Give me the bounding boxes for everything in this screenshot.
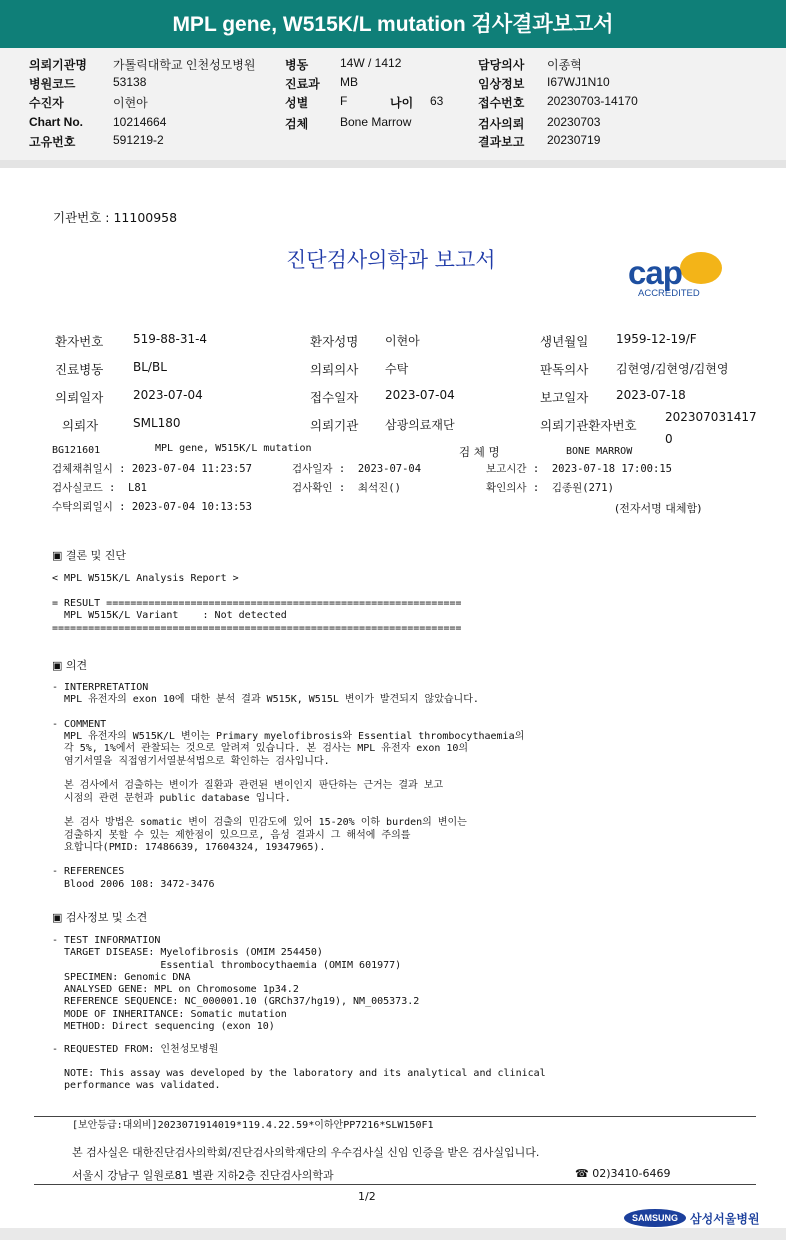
- cap-emblem-icon: [680, 252, 722, 284]
- patient-label: 의뢰자: [62, 418, 99, 433]
- header-value: MB: [340, 75, 358, 89]
- section-test-info: ▣ 검사정보 및 소견: [52, 911, 148, 924]
- header-value: 10214664: [113, 115, 167, 129]
- org-number: 기관번호 : 11100958: [53, 210, 178, 225]
- header-label: 결과보고: [478, 135, 525, 149]
- specimen-value: BONE MARROW: [566, 446, 633, 457]
- meta-field: 보고시간 : 2023-07-18 17:00:15: [486, 463, 672, 475]
- header-label: 검사의뢰: [478, 117, 525, 131]
- age-value: 63: [430, 94, 444, 108]
- header-label: 접수번호: [478, 96, 525, 110]
- header-label: 성별: [285, 96, 309, 110]
- section-conclusion: ▣ 결론 및 진단: [52, 549, 127, 562]
- header-value: 이현아: [113, 96, 148, 110]
- esign-note: (전자서명 대체함): [615, 502, 702, 515]
- header-value: 20230703: [547, 115, 601, 129]
- phone: ☎ 02)3410-6469: [575, 1167, 671, 1180]
- header-value: 53138: [113, 75, 147, 89]
- patient-label: 의뢰기관환자번호: [540, 418, 637, 433]
- header-label: 고유번호: [29, 135, 76, 149]
- header-label: 검체: [285, 117, 309, 131]
- patient-label: 의뢰기관: [310, 418, 359, 433]
- patient-no-wrap: 0: [665, 432, 673, 446]
- patient-value: 1959-12-19/F: [616, 332, 697, 346]
- age-label: 나이: [390, 96, 414, 110]
- header-label: 담당의사: [478, 58, 525, 72]
- header-value: 가톨릭대학교 인천성모병원: [113, 58, 256, 72]
- header-value: 20230703-14170: [547, 94, 638, 108]
- header-label: 병원코드: [29, 77, 76, 91]
- header-label: 임상정보: [478, 77, 525, 91]
- header-label: 수진자: [29, 96, 64, 110]
- patient-label: 의뢰의사: [310, 362, 359, 377]
- doc-title: 진단검사의학과 보고서: [286, 248, 496, 272]
- meta-field: 확인의사 : 김종원(271): [486, 482, 614, 494]
- header-value: F: [340, 94, 348, 108]
- patient-value: 202307031417: [665, 410, 757, 424]
- requested-from: - REQUESTED FROM: 인천성모병원: [52, 1044, 219, 1055]
- patient-value: 삼광의료재단: [385, 418, 455, 432]
- note-block: NOTE: This assay was developed by the laboratory and its analytical and clinical performance was validated.: [64, 1068, 546, 1092]
- patient-label: 환자번호: [55, 334, 104, 349]
- report-title: MPL gene, W515K/L mutation 검사결과보고서: [0, 0, 786, 48]
- result-block: = RESULT =========================================================== MPL W515K/L Variant : Not detected ====================================================================: [52, 598, 462, 634]
- patient-label: 환자성명: [310, 334, 359, 349]
- header-value: 14W / 1412: [340, 56, 402, 70]
- patient-label: 생년월일: [540, 334, 589, 349]
- address: 서울시 강남구 일원로81 별관 지하2층 진단검사의학과: [72, 1169, 334, 1182]
- patient-label: 판독의사: [540, 362, 589, 377]
- patient-value: 김현영/김현영/김현영: [616, 362, 729, 376]
- page-number: 1/2: [358, 1190, 376, 1203]
- patient-label: 의뢰일자: [55, 390, 104, 405]
- header-value: I67WJ1N10: [547, 75, 610, 89]
- patient-label: 보고일자: [540, 390, 589, 405]
- patient-value: 2023-07-04: [385, 388, 455, 402]
- patient-value: 이현아: [385, 334, 420, 348]
- patient-value: 2023-07-04: [133, 388, 203, 402]
- divider: [0, 160, 786, 168]
- patient-value: 2023-07-18: [616, 388, 686, 402]
- cert-line: 본 검사실은 대한진단검사의학회/진단검사의학재단의 우수검사실 신임 인증을 받은 검사실입니다.: [72, 1146, 540, 1159]
- opinion-block: - INTERPRETATION MPL 유전자의 exon 10에 대한 분석 결과 W515K, W515L 변이가 발견되지 않았습니다. - COMMENT MPL 유전자의 W515K/L 변이는 Primary myelofibrosis와 Essential thrombocythaemia의 각 5%, 1%에서 관찰되는 것으로 알려져 있습니다. 본 검사는 MPL 유전자 exon 10의 염기서열을 직접염기서열분석법으로 확인하는 검사입니다. 본 검사에서 검출하는 변이가 질환과 관련된 변이인지 판단하는 근거는 결과 보고 시점의 관련 문헌과 public database 입니다. 본 검사 방법은 somatic 변이 검출의 민감도에 있어 15-20% 이하 burden의 변이는 검출하지 못할 수 있는 제한점이 있으므로, 음성 결과시 그 해석에 주의를 요합니다(PMID: 17486639, 17604324, 19347965). - REFERENCES Blood 2006 108: 3472-3476: [52, 682, 525, 890]
- report-name: < MPL W515K/L Analysis Report >: [52, 573, 239, 584]
- meta-field: 수탁의뢰일시 : 2023-07-04 10:13:53: [52, 501, 252, 513]
- patient-value: 519-88-31-4: [133, 332, 208, 346]
- bottom-strip: [0, 1228, 786, 1240]
- footer-rule-bottom: [34, 1184, 756, 1185]
- patient-value: SML180: [133, 416, 181, 430]
- header-label: 병동: [285, 58, 309, 72]
- meta-field: 검체채취일시 : 2023-07-04 11:23:57: [52, 463, 252, 475]
- test-info-block: - TEST INFORMATION TARGET DISEASE: Myelofibrosis (OMIM 254450) Essential thrombocythaemia (OMIM 601977) SPECIMEN: Genomic DNA ANALYSED GENE: MPL on Chromosome 1p34.2 REFERENCE SEQUENCE: NC_000001.10 (GRCh37/hg19), NM_005373.2 MODE OF INHERITANCE: Somatic mutation METHOD: Direct sequencing (exon 10): [52, 935, 420, 1033]
- test-code: BG121601: [52, 445, 101, 456]
- security-line: [보안등급:대외비]2023071914019*119.4.22.59*이하안PP7216*SLW150F1: [72, 1120, 434, 1131]
- footer-rule: [34, 1116, 756, 1117]
- hospital-name: 삼성서울병원: [690, 1212, 760, 1226]
- meta-field: 검사확인 : 최석진(): [292, 482, 401, 494]
- patient-value: BL/BL: [133, 360, 167, 374]
- header-label: 의뢰기관명: [29, 58, 87, 72]
- patient-label: 진료병동: [55, 362, 104, 377]
- header-value: Bone Marrow: [340, 115, 412, 129]
- test-name: MPL gene, W515K/L mutation: [155, 443, 312, 454]
- header-label: Chart No.: [29, 115, 83, 129]
- cap-accredited-logo: cap ACCREDITED: [628, 252, 738, 302]
- header-value: 20230719: [547, 133, 601, 147]
- samsung-logo: SAMSUNG: [624, 1209, 686, 1227]
- patient-value: 수탁: [385, 362, 409, 376]
- specimen-label: 검 체 명: [459, 445, 500, 459]
- header-value: 이종혁: [547, 58, 582, 72]
- report-page: [0, 168, 786, 1228]
- meta-field: 검사일자 : 2023-07-04: [292, 463, 422, 475]
- header-label: 진료과: [285, 77, 320, 91]
- header-value: 591219-2: [113, 133, 164, 147]
- patient-label: 접수일자: [310, 390, 359, 405]
- meta-field: 검사실코드 : L81: [52, 482, 147, 494]
- section-opinion: ▣ 의견: [52, 659, 88, 672]
